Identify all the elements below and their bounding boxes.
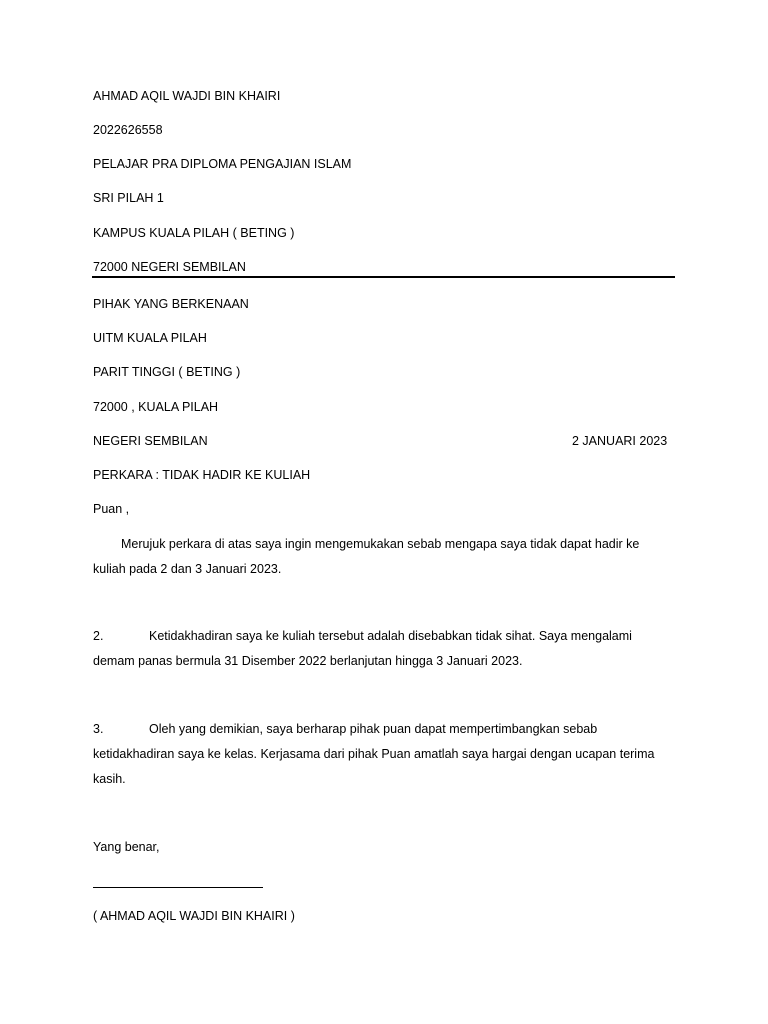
paragraph-3-text-1: Oleh yang demikian, saya berharap pihak puan dapat mempertimbangkan sebab [149, 722, 598, 736]
letter-subject: PERKARA : TIDAK HADIR KE KULIAH [93, 468, 311, 482]
sender-name: AHMAD AQIL WAJDI BIN KHAIRI [93, 89, 281, 103]
closing: Yang benar, [93, 840, 160, 854]
salutation: Puan , [93, 502, 130, 516]
paragraph-2-line-1 [93, 628, 632, 644]
sender-postcode-state: 72000 NEGERI SEMBILAN [93, 260, 246, 274]
signature-name: ( AHMAD AQIL WAJDI BIN KHAIRI ) [93, 909, 295, 923]
paragraph-1-text-1: Merujuk perkara di atas saya ingin mengemukakan sebab mengapa saya tidak dapat hadir ke [121, 537, 640, 551]
sender-campus: KAMPUS KUALA PILAH ( BETING ) [93, 226, 295, 240]
paragraph-2-number: 2. [93, 629, 104, 643]
paragraph-3-line-2: ketidakhadiran saya ke kelas. Kerjasama dari pihak Puan amatlah saya hargai dengan ucapan terima [93, 747, 655, 761]
recipient-line-5: NEGERI SEMBILAN [93, 434, 208, 448]
paragraph-2-line-2: demam panas bermula 31 Disember 2022 berlanjutan hingga 3 Januari 2023. [93, 654, 523, 668]
paragraph-3-line-1 [93, 721, 597, 737]
signature-line [93, 887, 263, 888]
recipient-line-2: UITM KUALA PILAH [93, 331, 207, 345]
paragraph-1-line-2: kuliah pada 2 dan 3 Januari 2023. [93, 562, 282, 576]
letter-date: 2 JANUARI 2023 [572, 434, 668, 448]
recipient-line-4: 72000 , KUALA PILAH [93, 400, 219, 414]
header-divider [92, 276, 675, 278]
recipient-line-3: PARIT TINGGI ( BETING ) [93, 365, 241, 379]
paragraph-1-line-1 [93, 536, 639, 552]
sender-program: PELAJAR PRA DIPLOMA PENGAJIAN ISLAM [93, 157, 352, 171]
recipient-line-1: PIHAK YANG BERKENAAN [93, 297, 249, 311]
paragraph-3-line-3: kasih. [93, 772, 126, 786]
sender-student-id: 2022626558 [93, 123, 163, 137]
paragraph-3-number: 3. [93, 722, 104, 736]
paragraph-2-text-1: Ketidakhadiran saya ke kuliah tersebut adalah disebabkan tidak sihat. Saya mengalami [149, 629, 632, 643]
sender-residence: SRI PILAH 1 [93, 191, 164, 205]
